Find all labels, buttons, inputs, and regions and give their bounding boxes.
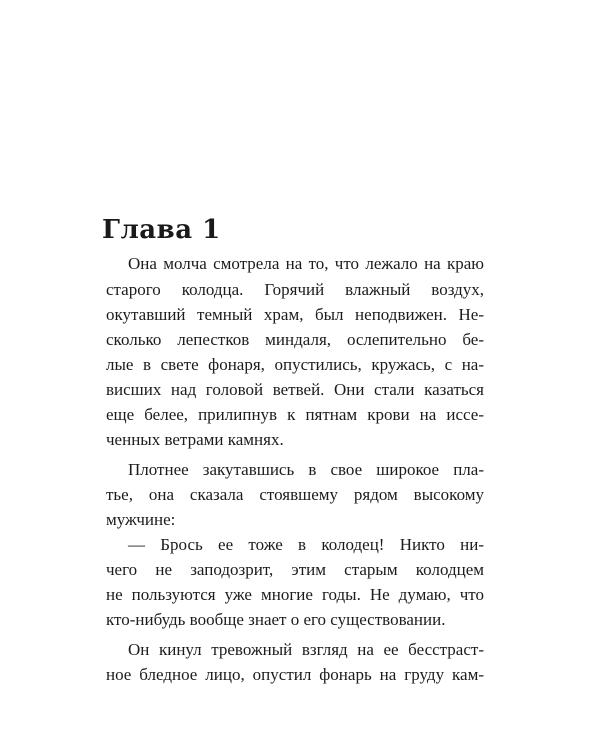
paragraph-1-line-6: висших над головой ветвей. Они стали казаться <box>106 380 484 399</box>
paragraph-1-line-3: окутавший темный храм, был неподвижен. Не- <box>106 305 484 324</box>
paragraph-1-line-1: Она молча смотрела на то, что лежало на краю <box>128 254 484 273</box>
paragraph-1-line-8: ченных ветрами камнях. <box>106 430 284 449</box>
paragraph-3-line-1: — Брось ее тоже в колодец! Никто ни- <box>128 535 484 554</box>
paragraph-4-line-2: ное бледное лицо, опустил фонарь на груду кам- <box>106 665 484 684</box>
paragraph-4-line-1: Он кинул тревожный взгляд на ее бесстраст- <box>128 640 484 659</box>
paragraph-1-line-4: сколько лепестков миндаля, ослепительно бе- <box>106 330 484 349</box>
paragraph-3-line-4: кто-нибудь вообще знает о его существовании. <box>106 610 446 629</box>
paragraph-2-line-1: Плотнее закутавшись в свое широкое пла- <box>128 460 484 479</box>
paragraph-3-line-2: чего не заподозрит, этим старым колодцем <box>106 560 484 579</box>
chapter-title: Глава 1 <box>102 215 221 245</box>
paragraph-1-line-5: лые в свете фонаря, опустились, кружась, с на- <box>106 355 484 374</box>
paragraph-1-line-2: старого колодца. Горячий влажный воздух, <box>106 280 484 299</box>
paragraph-2-line-2: тье, она сказала стоявшему рядом высокому <box>106 485 484 504</box>
paragraph-3-line-3: не пользуются уже многие годы. Не думаю, что <box>106 585 484 604</box>
paragraph-1-line-7: еще белее, прилипнув к пятнам крови на иссе- <box>106 405 484 424</box>
paragraph-2-line-3: мужчине: <box>106 510 176 529</box>
